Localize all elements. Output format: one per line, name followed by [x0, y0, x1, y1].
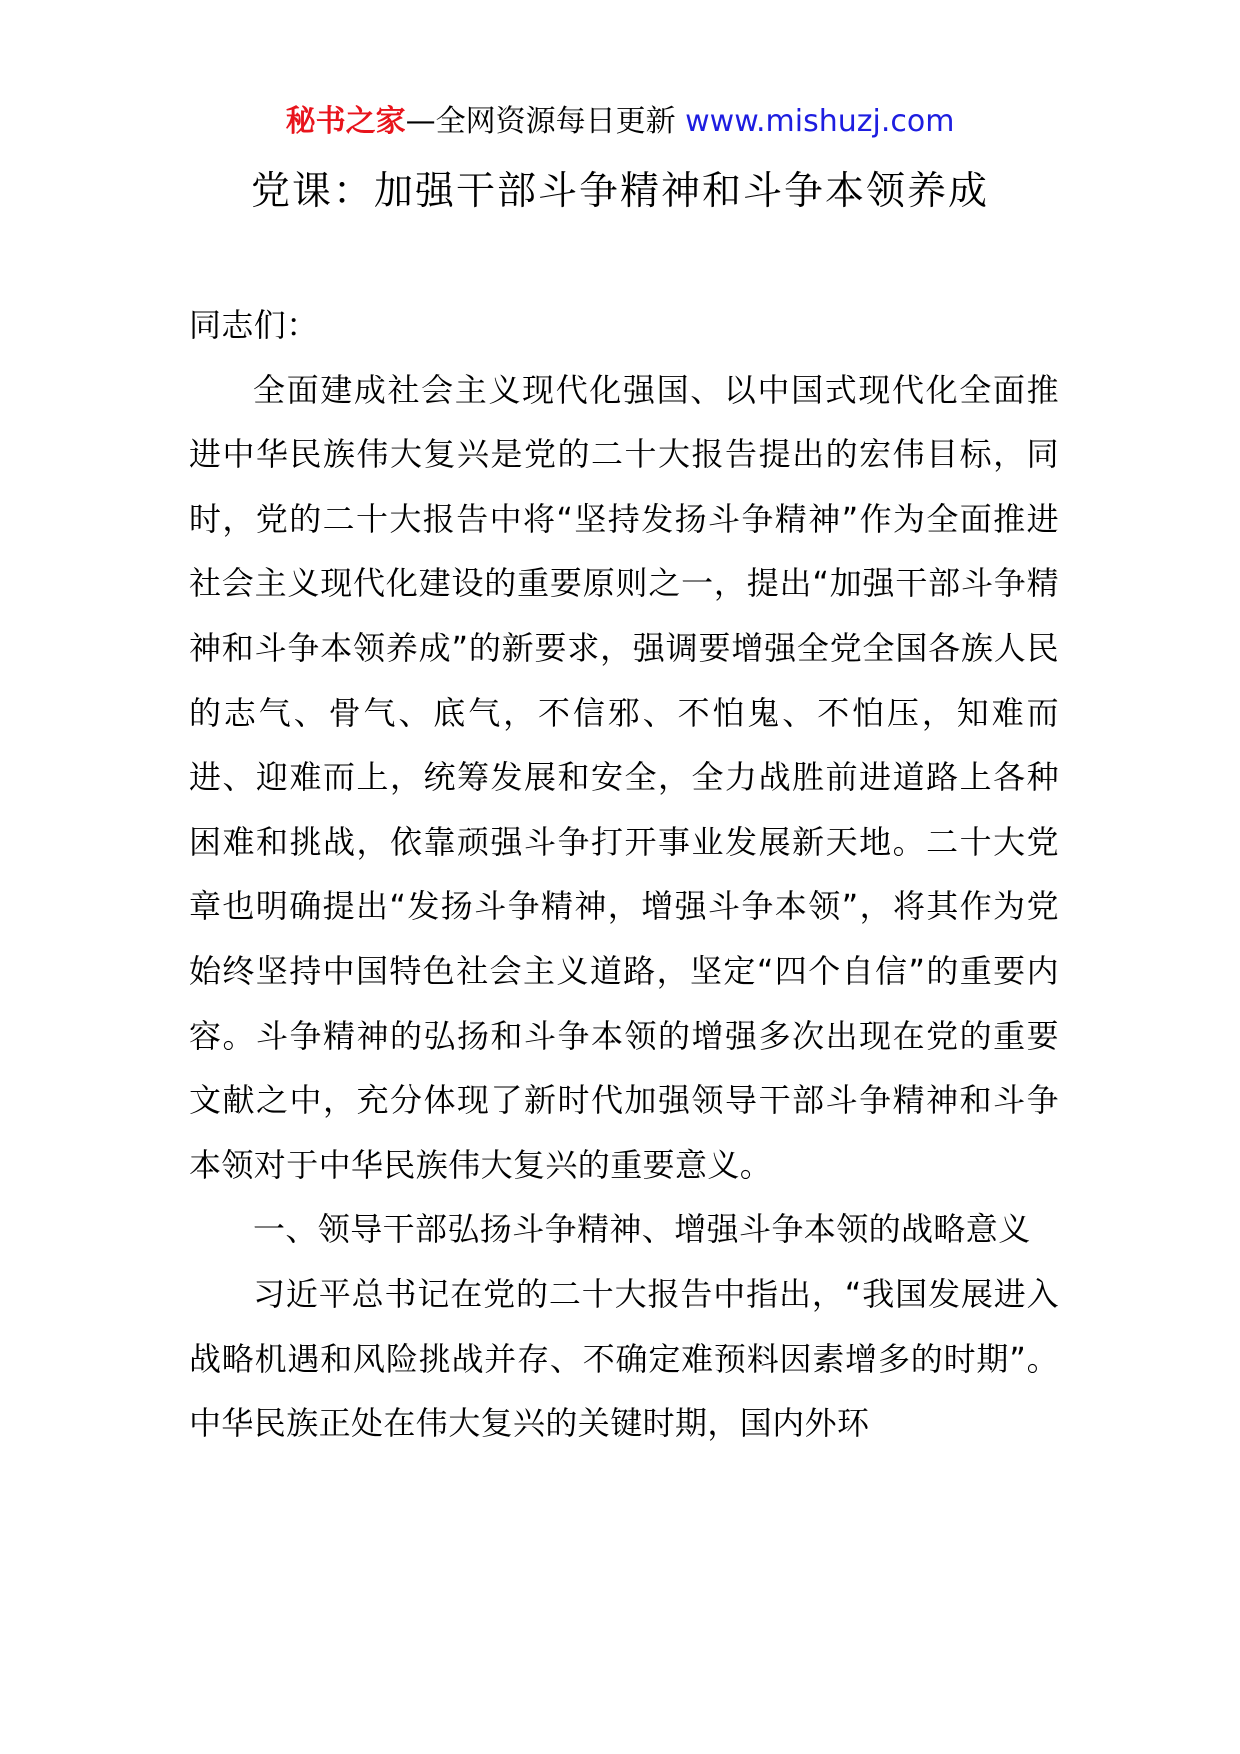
document-title: 党课：加强干部斗争精神和斗争本领养成	[250, 169, 989, 214]
document-body	[189, 293, 1059, 1456]
brand-name: 秘书之家	[285, 104, 406, 139]
paragraph-intro: 全面建成社会主义现代化强国、以中国式现代化全面推进中华民族伟大复兴是党的二十大报告提出的宏伟目标，同时，党的二十大报告中将“坚持发扬斗争精神”作为全面推进社会主义现代化建设的重要原则之一，提出“加强干部斗争精神和斗争本领养成”的新要求，强调要增强全党全国各族人民的志气、骨气、底气，不信邪、不怕鬼、不怕压，知难而进、迎难而上，统筹发展和安全，全力战胜前进道路上各种困难和挑战，依靠顽强斗争打开事业发展新天地。二十大党章也明确提出“发扬斗争精神，增强斗争本领”，将其作为党始终坚持中国特色社会主义道路，坚定“四个自信”的重要内容。斗争精神的弘扬和斗争本领的增强多次出现在党的重要文献之中，充分体现了新时代加强领导干部斗争精神和斗争本领对于中华民族伟大复兴的重要意义。	[189, 370, 1059, 1184]
paragraph-section-one: 习近平总书记在党的二十大报告中指出，“我国发展进入战略机遇和风险挑战并存、不确定难预料因素增多的时期”。中华民族正处在伟大复兴的关键时期，国内外环	[189, 1274, 1059, 1443]
site-header	[0, 101, 1240, 143]
section-heading: 一、领导干部弘扬斗争精神、增强斗争本领的战略意义	[253, 1210, 1031, 1249]
salutation: 同志们：	[189, 306, 319, 344]
site-url-link[interactable]: www.mishuzj.com	[685, 104, 955, 139]
site-tagline: —全网资源每日更新	[405, 104, 676, 139]
